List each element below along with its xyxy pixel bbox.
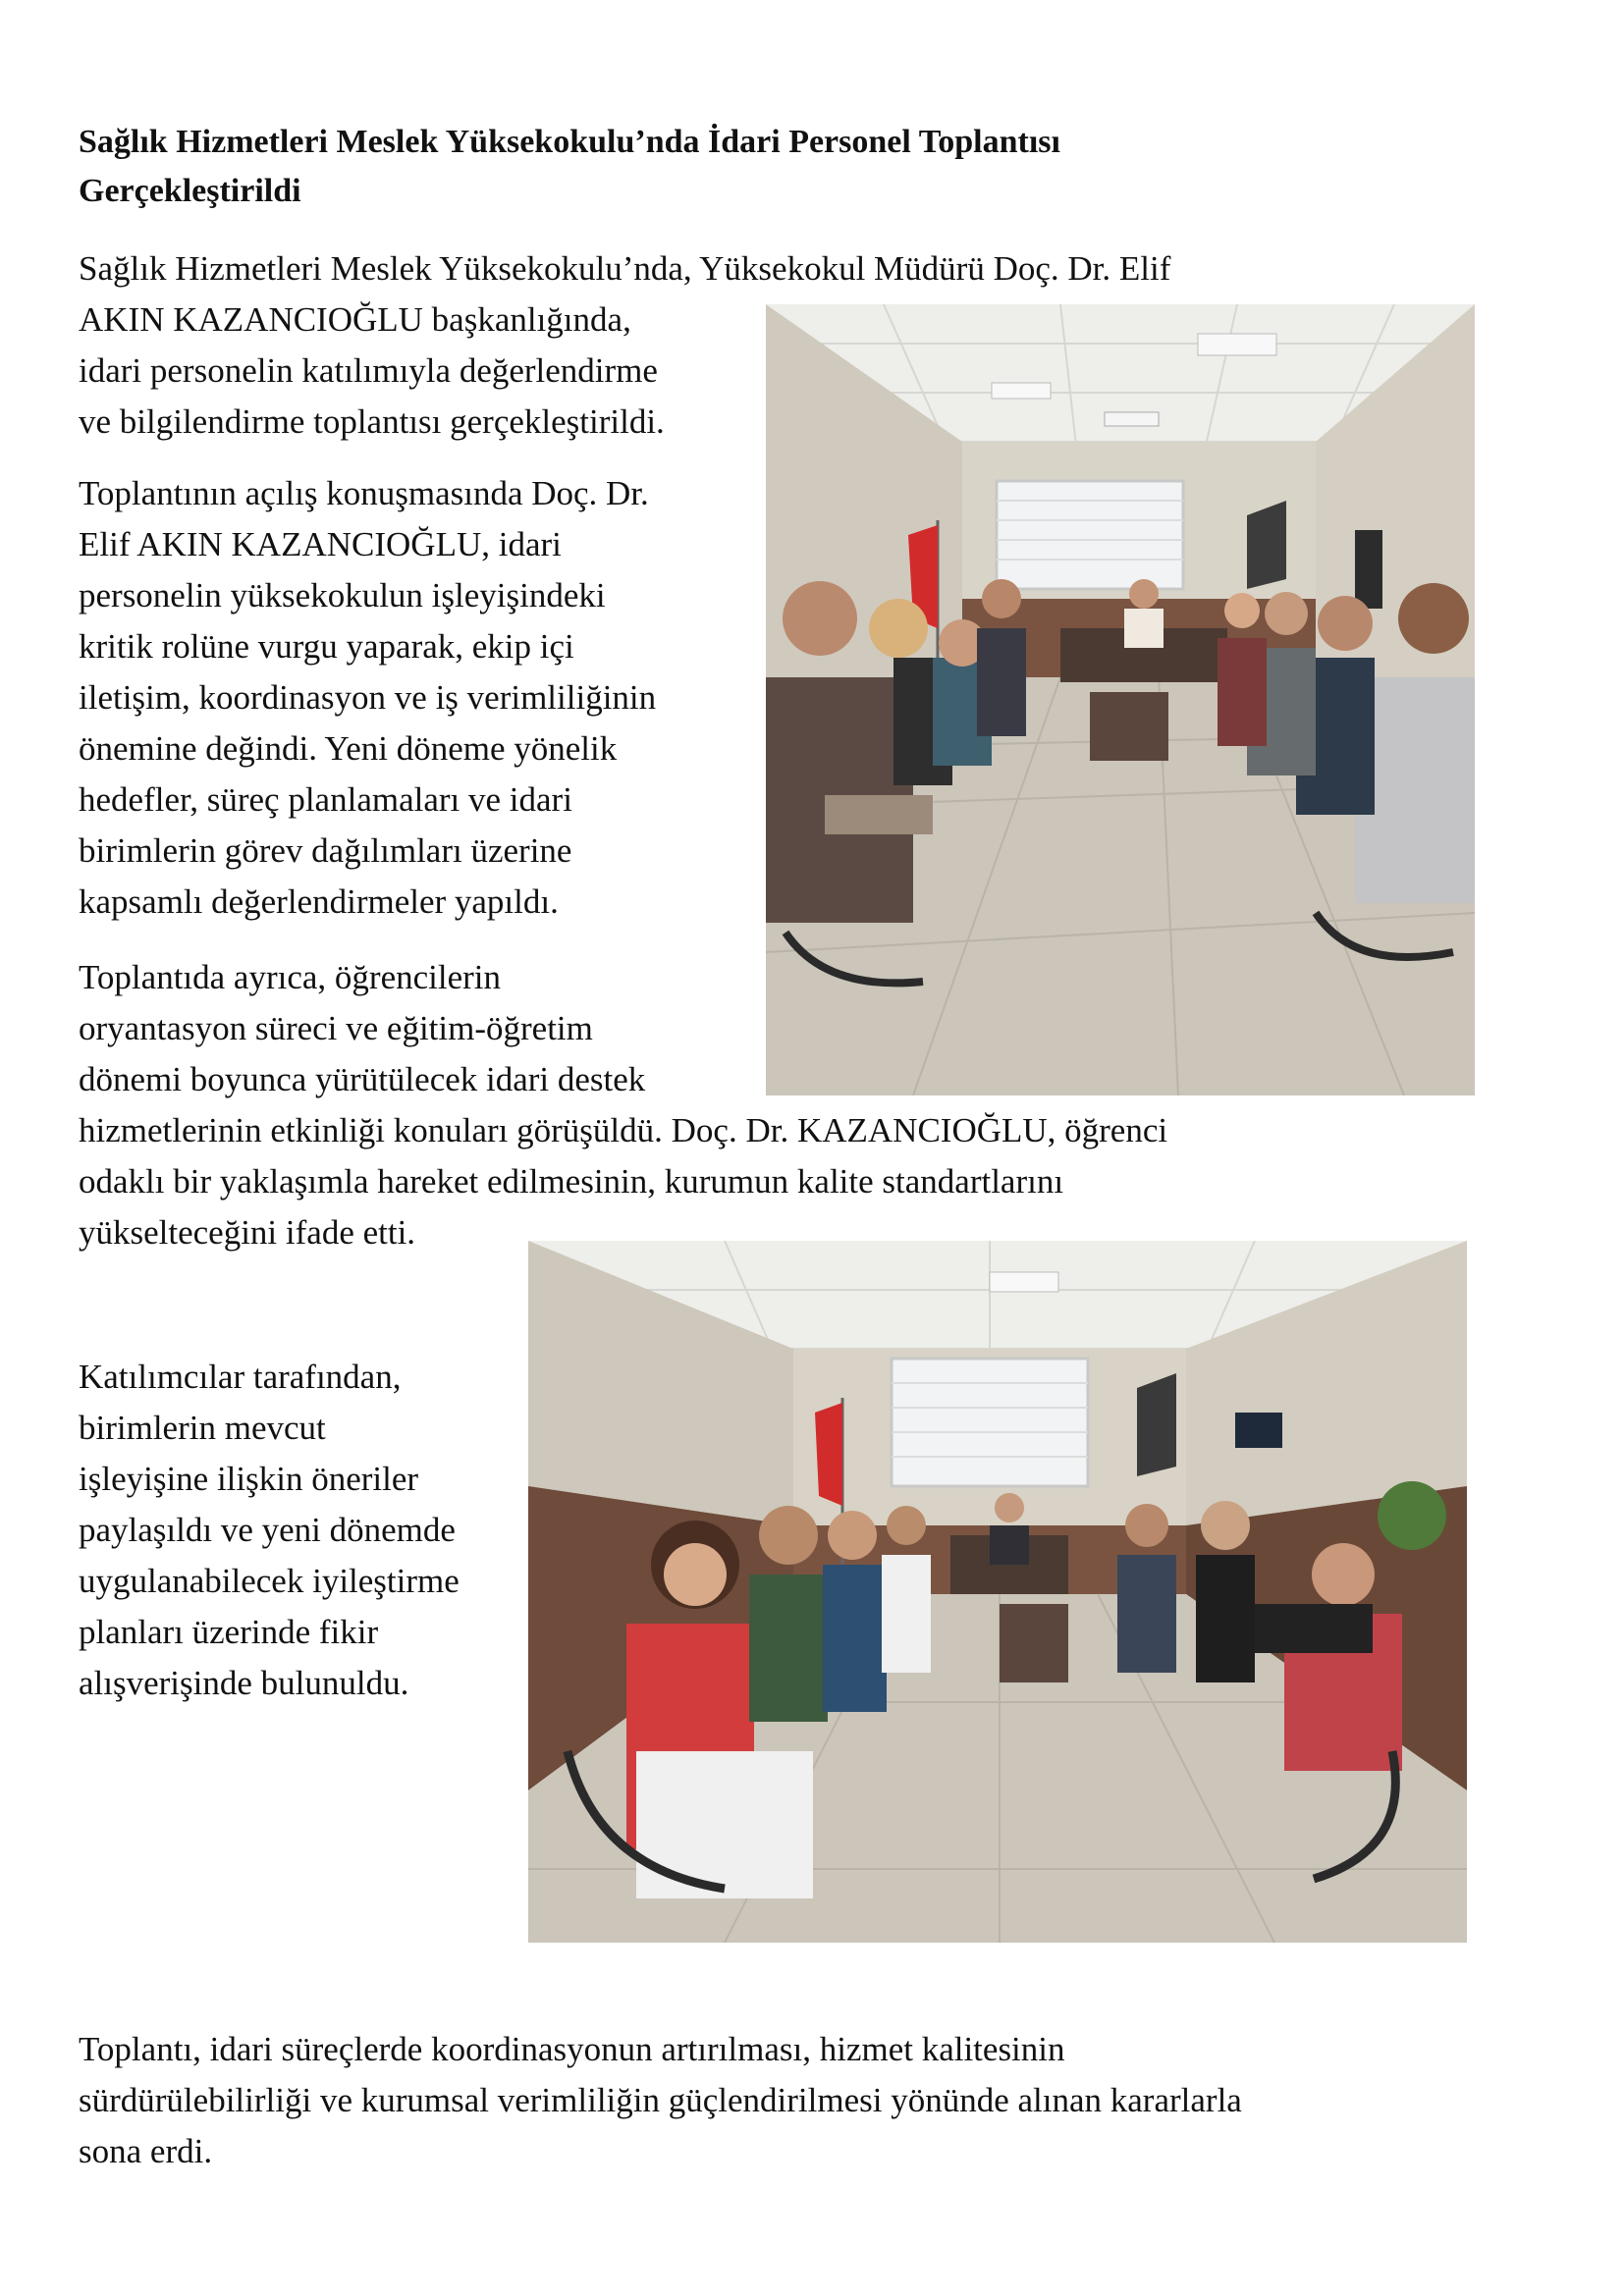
text-line: uygulanabilecek iyileştirme bbox=[79, 1562, 460, 1600]
text-line: hedefler, süreç planlamaları ve idari bbox=[79, 780, 572, 819]
text-line: oryantasyon süreci ve eğitim-öğretim bbox=[79, 1009, 593, 1047]
text-line: ve bilgilendirme toplantısı gerçekleştirildi. bbox=[79, 402, 665, 441]
text-line: yükselteceğini ifade etti. bbox=[79, 1213, 416, 1252]
meeting-photo-1 bbox=[766, 304, 1475, 1095]
text-line: alışverişinde bulunuldu. bbox=[79, 1664, 409, 1702]
text-line: idari personelin katılımıyla değerlendirme bbox=[79, 351, 658, 390]
paragraph-participants bbox=[79, 1352, 460, 1709]
text-line: personelin yüksekokulun işleyişindeki bbox=[79, 576, 606, 614]
meeting-photo-2 bbox=[528, 1241, 1467, 1943]
text-line: Sağlık Hizmetleri Meslek Yüksekokulu’nda, Yüksekokul Müdürü Doç. Dr. Elif bbox=[79, 249, 1171, 288]
text-line: Toplantıda ayrıca, öğrencilerin bbox=[79, 958, 501, 996]
text-line: Elif AKIN KAZANCIOĞLU, idari bbox=[79, 525, 562, 563]
title-line: Sağlık Hizmetleri Meslek Yüksekokulu’nda İdari Personel Toplantısı bbox=[79, 124, 1060, 160]
text-line: dönemi boyunca yürütülecek idari destek bbox=[79, 1060, 646, 1098]
text-line: birimlerin görev dağılımları üzerine bbox=[79, 831, 572, 870]
text-line: sürdürülebilirliği ve kurumsal verimliliğin güçlendirilmesi yönünde alınan kararlarla bbox=[79, 2081, 1242, 2119]
text-line: birimlerin mevcut bbox=[79, 1409, 326, 1447]
text-line: AKIN KAZANCIOĞLU başkanlığında, bbox=[79, 300, 631, 339]
text-line: Katılımcılar tarafından, bbox=[79, 1358, 402, 1396]
text-line: kritik rolüne vurgu yaparak, ekip içi bbox=[79, 627, 574, 666]
text-line: önemine değindi. Yeni döneme yönelik bbox=[79, 729, 618, 768]
text-line: kapsamlı değerlendirmeler yapıldı. bbox=[79, 882, 559, 921]
text-line: odaklı bir yaklaşımla hareket edilmesinin, kurumun kalite standartlarını bbox=[79, 1162, 1064, 1201]
text-line: hizmetlerinin etkinliği konuları görüşüldü. Doç. Dr. KAZANCIOĞLU, öğrenci bbox=[79, 1111, 1168, 1149]
text-line: işleyişine ilişkin öneriler bbox=[79, 1460, 419, 1498]
text-line: Toplantının açılış konuşmasında Doç. Dr. bbox=[79, 474, 649, 512]
paragraph-opening-speech bbox=[79, 468, 656, 928]
title-line: Gerçekleştirildi bbox=[79, 173, 301, 209]
paragraph-closing bbox=[79, 2024, 1242, 2177]
article-title bbox=[79, 118, 1306, 216]
text-line: planları üzerinde fikir bbox=[79, 1613, 379, 1651]
text-line: paylaşıldı ve yeni dönemde bbox=[79, 1511, 456, 1549]
text-line: sona erdi. bbox=[79, 2132, 213, 2170]
text-line: iletişim, koordinasyon ve iş verimliliğinin bbox=[79, 678, 657, 717]
text-line: Toplantı, idari süreçlerde koordinasyonun artırılması, hizmet kalitesinin bbox=[79, 2030, 1065, 2068]
